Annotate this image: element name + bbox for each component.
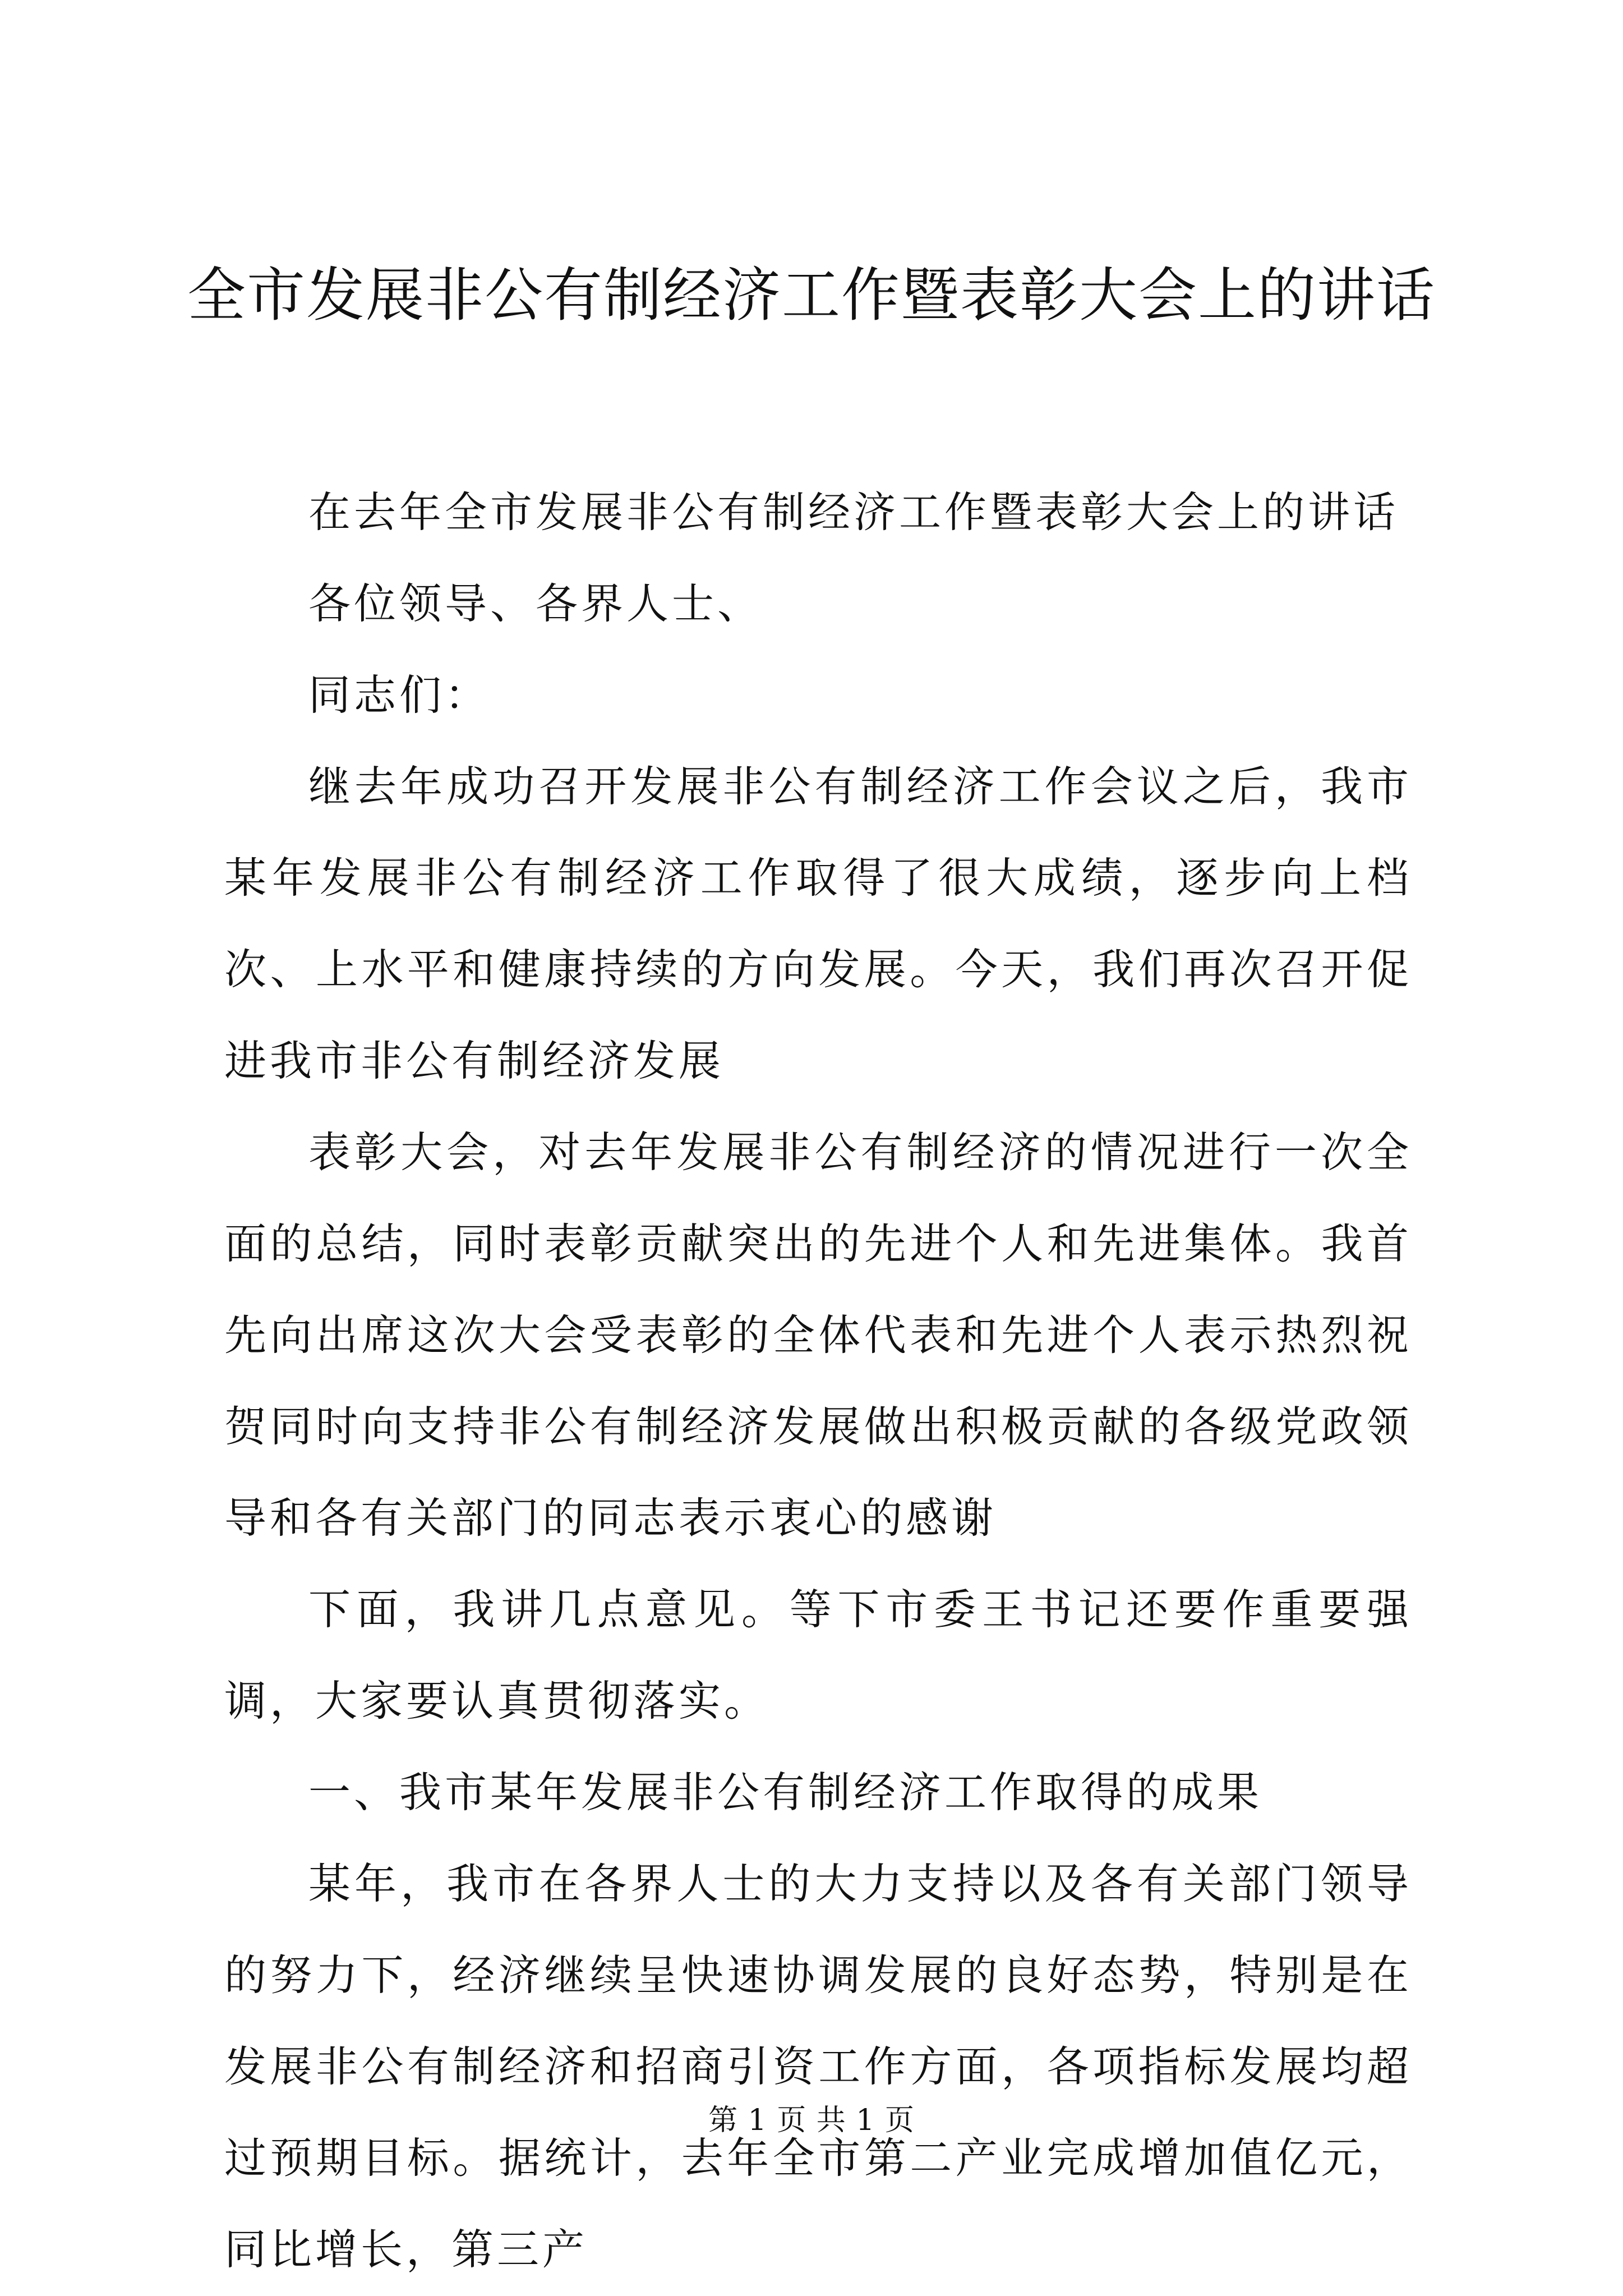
subtitle-paragraph: 在去年全市发展非公有制经济工作暨表彰大会上的讲话 (308, 487, 1399, 537)
page-footer: 第 1 页 共 1 页 (708, 2104, 915, 2137)
body-paragraph: 某年，我市在各界人士的大力支持以及各有关部门领导的努力下，经济继续呈快速协调发展的良好态势，特别是在发展非公有制经济和招商引资工作方面，各项指标发展均超过预期目标。据统计，去年全市第二产业完成增加值亿元，同比增长，第三产 (224, 1859, 1412, 2274)
body-paragraph: 继去年成功召开发展非公有制经济工作会议之后，我市某年发展非公有制经济工作取得了很大成绩，逐步向上档次、上水平和健康持续的方向发展。今天，我们再次召开促进我市非公有制经济发展 (224, 762, 1412, 1085)
salutation-line: 各位领导、各界人士、 (308, 579, 763, 628)
body-paragraph: 下面，我讲几点意见。等下市委王书记还要作重要强调，大家要认真贯彻落实。 (224, 1585, 1412, 1726)
document-body (224, 467, 1412, 2295)
section-heading: 一、我市某年发展非公有制经济工作取得的成果 (308, 1768, 1263, 1817)
body-paragraph: 表彰大会，对去年发展非公有制经济的情况进行一次全面的总结，同时表彰贡献突出的先进个人和先进集体。我首先向出席这次大会受表彰的全体代表和先进个人表示热烈祝贺同时向支持非公有制经济发展做出积极贡献的各级党政领导和各有关部门的同志表示衷心的感谢 (224, 1128, 1412, 1543)
salutation-line: 同志们： (308, 670, 491, 720)
document-title: 全市发展非公有制经济工作暨表彰大会上的讲话 (187, 261, 1436, 329)
